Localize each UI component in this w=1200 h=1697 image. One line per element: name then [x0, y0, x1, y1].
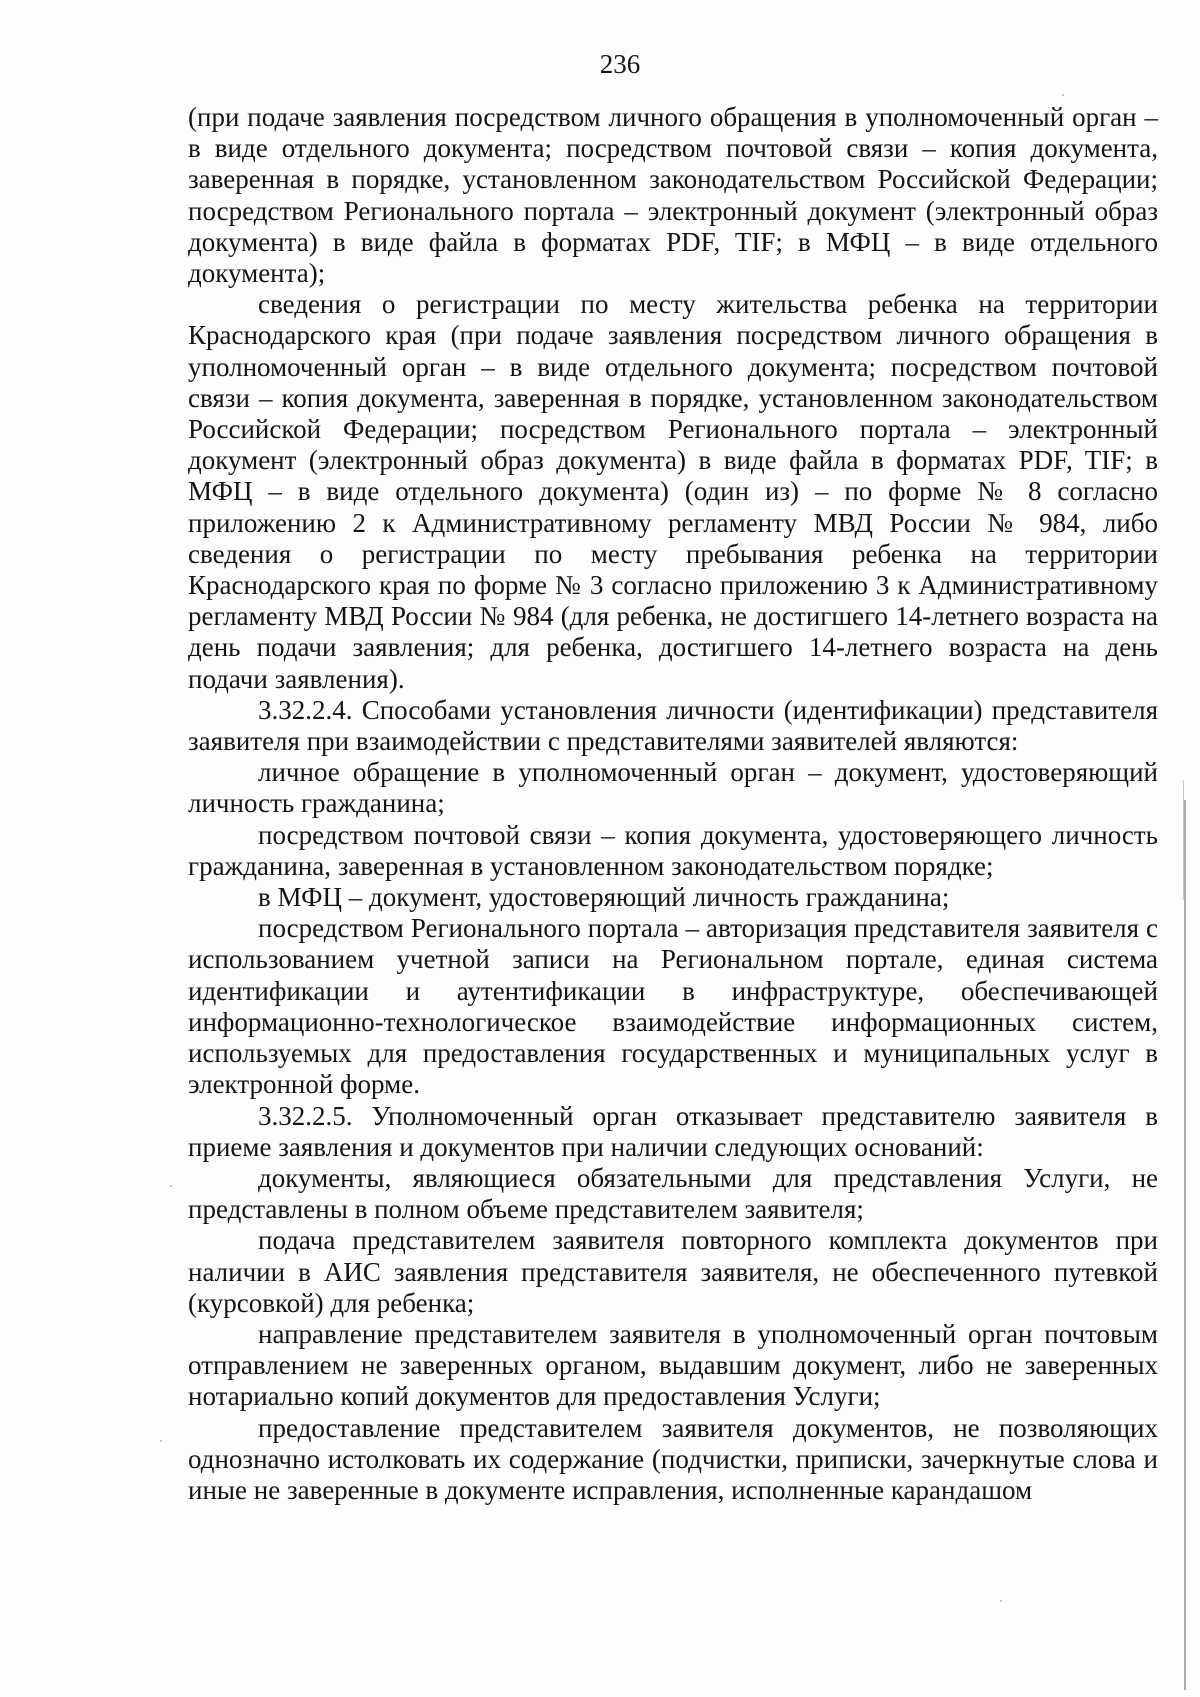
paragraph-incomplete-docs: документы, являющиеся обязательными для представления Услуги, не представлены в полном объеме представителем заявителя; — [188, 1162, 1158, 1225]
paragraph-section-3-32-2-4: 3.32.2.4. Способами установления личности (идентификации) представителя заявителя при взаимодействии с представителями заявителей являются: — [188, 694, 1158, 757]
paragraph-continuation: (при подаче заявления посредством личного обращения в уполномоченный орган – в виде отдельного документа; посредством почтовой связи – копия документа, заверенная в порядке, установленном законодательством Российской Федерации; посредством Регионального портала – электронный документ (электронный образ документа) в виде файла в форматах PDF, TIF; в МФЦ – в виде отдельного документа); — [188, 102, 1158, 289]
paragraph-repeat-submission: подача представителем заявителя повторного комплекта документов при наличии в АИС заявления представителя заявителя, не обеспеченного путевкой (курсовкой) для ребенка; — [188, 1225, 1158, 1318]
scan-speck — [1062, 94, 1064, 96]
page-number: 236 — [599, 49, 641, 79]
paragraph-mfc: в МФЦ – документ, удостоверяющий личность гражданина; — [258, 882, 950, 913]
document-body — [188, 102, 1158, 1506]
paragraph-section-3-32-2-5: 3.32.2.5. Уполномоченный орган отказывает представителю заявителя в приеме заявления и документов при наличии следующих оснований: — [188, 1100, 1158, 1162]
scan-speck — [170, 1185, 172, 1187]
scan-speck — [1000, 1600, 1002, 1602]
paragraph-registration-info: сведения о регистрации по месту жительства ребенка на территории Краснодарского края (при подаче заявления посредством личного обращения в уполномоченный орган – в виде отдельного документа; посредством почтовой связи – копия документа, заверенная в порядке, установленном законодательством Российской Федерации; посредством Регионального портала – электронный документ (электронный образ документа) в виде файла в форматах PDF, TIF; в МФЦ – в виде отдельного документа) (один из) – по форме № 8 согласно приложению 2 к Административному регламенту МВД России № 984, либо сведения о регистрации по месту пребывания ребенка на территории Краснодарского края по форме № 3 согласно приложению 3 к Административному регламенту МВД России № 984 (для ребенка, не достигшего 14-летнего возраста на день подачи заявления; для ребенка, достигшего 14-летнего возраста на день подачи заявления). — [188, 289, 1158, 694]
paragraph-ambiguous-docs: предоставление представителем заявителя документов, не позволяющих однозначно истолковать их содержание (подчистки, приписки, зачеркнутые слова и иные не заверенные в документе исправления, исполненные карандашом — [188, 1412, 1158, 1505]
scan-edge-line — [1184, 800, 1186, 1690]
scan-speck — [160, 1440, 162, 1442]
paragraph-regional-portal: посредством Регионального портала – авторизация представителя заявителя с использованием учетной записи на Региональном портале, единая система идентификации и аутентификации в инфраструктуре, обеспечивающей информационно-технологическое взаимодействие информационных систем, используемых для предоставления государственных и муниципальных услуг в электронной форме. — [188, 913, 1158, 1100]
paragraph-personal-visit: личное обращение в уполномоченный орган – документ, удостоверяющий личность гражданина; — [188, 757, 1158, 819]
paragraph-postal: посредством почтовой связи – копия документа, удостоверяющего личность гражданина, заверенная в установленном законодательством порядке; — [188, 819, 1158, 881]
paragraph-uncertified-copies: направление представителем заявителя в уполномоченный орган почтовым отправлением не заверенных органом, выдавшим документ, либо не заверенных нотариально копий документов для предоставления Услуги; — [188, 1318, 1158, 1412]
